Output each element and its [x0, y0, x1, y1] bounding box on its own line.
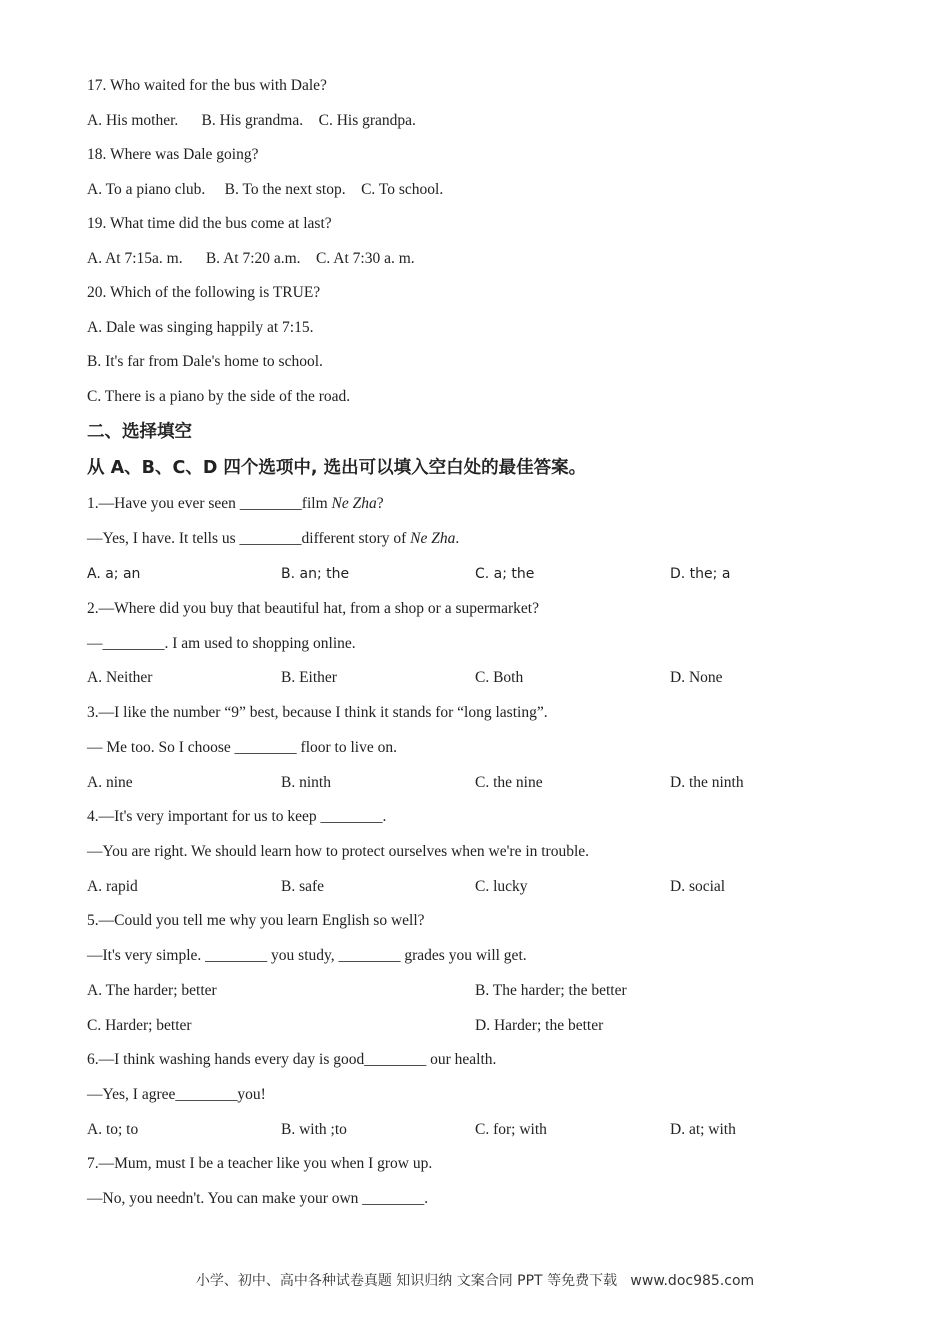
option-a: A. The harder; better: [87, 982, 217, 999]
question-7-line-1: 7.—Mum, must I be a teacher like you when I grow up.: [87, 1155, 433, 1172]
question-5-line-1: 5.—Could you tell me why you learn English so well?: [87, 912, 425, 929]
question-20-option-c: C. There is a piano by the side of the road.: [87, 388, 351, 405]
option-a: A. a; an: [87, 566, 141, 582]
question-1-line-2: —Yes, I have. It tells us ________different story of Ne Zha.: [87, 530, 460, 547]
option-b: B. an; the: [281, 566, 350, 582]
option-d: D. Harder; the better: [475, 1017, 604, 1034]
section-instruction: 从 A、B、C、D 四个选项中, 选出可以填入空白处的最佳答案。: [87, 458, 587, 478]
question-3-line-1: 3.—I like the number “9” best, because I think it stands for “long lasting”.: [87, 704, 548, 721]
option-c: C. the nine: [475, 774, 543, 791]
question-1-options: [87, 564, 887, 584]
question-19-options: A. At 7:15a. m. B. At 7:20 a.m. C. At 7:30 a. m.: [87, 250, 415, 267]
film-title: Ne Zha: [331, 495, 377, 512]
question-20-option-b: B. It's far from Dale's home to school.: [87, 353, 323, 370]
option-d: D. None: [670, 669, 723, 686]
option-d: D. the ninth: [670, 774, 744, 791]
option-b: B. The harder; the better: [475, 982, 627, 999]
option-c: C. for; with: [475, 1121, 547, 1138]
option-c: C. Harder; better: [87, 1017, 192, 1034]
question-19-stem: 19. What time did the bus come at last?: [87, 215, 332, 232]
option-a: A. Neither: [87, 669, 153, 686]
question-1-line-1: 1.—Have you ever seen ________film Ne Zha?: [87, 495, 384, 512]
question-5-options-row-2: [87, 1016, 887, 1036]
option-b: B. Either: [281, 669, 337, 686]
question-5-line-2: —It's very simple. ________ you study, ________ grades you will get.: [87, 947, 527, 964]
option-b: B. with ;to: [281, 1121, 347, 1138]
section-title: 二、选择填空: [87, 422, 192, 442]
question-17-options: A. His mother. B. His grandma. C. His grandpa.: [87, 112, 416, 129]
question-2-line-2: —________. I am used to shopping online.: [87, 635, 356, 652]
question-6-options: [87, 1120, 887, 1140]
option-c: C. lucky: [475, 878, 528, 895]
option-b: B. ninth: [281, 774, 331, 791]
question-3-line-2: — Me too. So I choose ________ floor to live on.: [87, 739, 397, 756]
question-7-line-2: —No, you needn't. You can make your own ________.: [87, 1190, 429, 1207]
page-footer: 小学、初中、高中各种试卷真题 知识归纳 文案合同 PPT 等免费下载 www.doc985.com: [195, 1273, 755, 1289]
option-c: C. a; the: [475, 566, 535, 582]
option-d: D. social: [670, 878, 726, 895]
question-6-line-1: 6.—I think washing hands every day is good________ our health.: [87, 1051, 497, 1068]
question-17-stem: 17. Who waited for the bus with Dale?: [87, 77, 327, 94]
question-5-options-row-1: [87, 981, 887, 1001]
question-20-option-a: A. Dale was singing happily at 7:15.: [87, 319, 314, 336]
question-18-stem: 18. Where was Dale going?: [87, 146, 259, 163]
option-a: A. nine: [87, 774, 133, 791]
option-a: A. rapid: [87, 878, 138, 895]
question-3-options: [87, 773, 887, 793]
option-d: D. the; a: [670, 566, 731, 582]
option-d: D. at; with: [670, 1121, 736, 1138]
question-2-line-1: 2.—Where did you buy that beautiful hat, from a shop or a supermarket?: [87, 600, 539, 617]
question-4-line-1: 4.—It's very important for us to keep ________.: [87, 808, 387, 825]
question-4-line-2: —You are right. We should learn how to protect ourselves when we're in trouble.: [87, 843, 590, 860]
option-c: C. Both: [475, 669, 524, 686]
question-4-options: [87, 877, 887, 897]
option-a: A. to; to: [87, 1121, 139, 1138]
question-18-options: A. To a piano club. B. To the next stop. C. To school.: [87, 181, 444, 198]
question-6-line-2: —Yes, I agree________you!: [87, 1086, 266, 1103]
option-b: B. safe: [281, 878, 325, 895]
question-2-options: [87, 668, 887, 688]
film-title: Ne Zha: [410, 530, 456, 547]
question-20-stem: 20. Which of the following is TRUE?: [87, 284, 321, 301]
